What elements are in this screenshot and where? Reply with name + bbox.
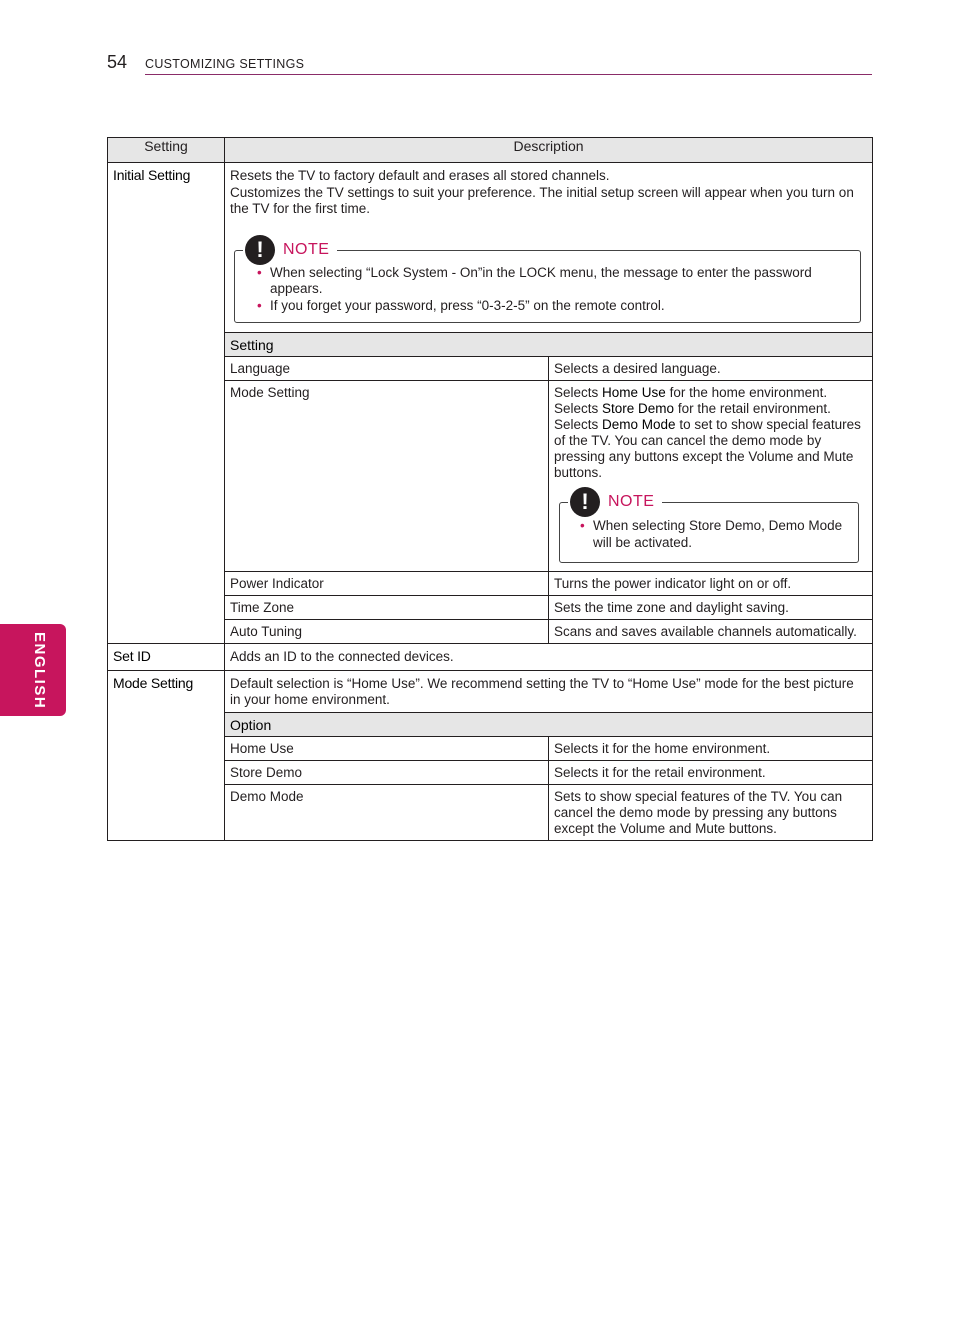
header-rule <box>145 74 872 75</box>
option-name: Mode Setting <box>225 381 549 572</box>
subtable-row <box>225 784 872 840</box>
subtable-row <box>225 620 872 644</box>
mode-setting-subtable <box>225 712 872 840</box>
subtable-row <box>225 357 872 381</box>
mode-line: Selects Store Demo for the retail environment. <box>554 401 831 416</box>
subtable-header: Setting <box>225 333 872 357</box>
option-name: Time Zone <box>225 596 549 620</box>
bullet-icon: • <box>257 264 262 280</box>
note-box <box>559 489 859 563</box>
table-header-row <box>108 138 873 163</box>
setting-name-set-id: Set ID <box>108 644 225 671</box>
table-row-set-id <box>108 644 873 671</box>
language-tab-label: ENGLISH <box>31 632 48 710</box>
emphasis: Home Use <box>602 385 666 400</box>
option-description: Selects it for the home environment. <box>549 736 873 760</box>
emphasis: Store Demo <box>602 401 675 416</box>
subtable-row <box>225 736 872 760</box>
option-description: Selects a desired language. <box>549 357 873 381</box>
emphasis: Demo Mode <box>602 417 676 432</box>
note-item <box>255 265 856 298</box>
language-side-tab <box>0 624 66 716</box>
option-name: Power Indicator <box>225 572 549 596</box>
setting-name-initial-setting: Initial Setting <box>108 163 225 644</box>
subtable-header-row <box>225 712 872 736</box>
note-heading <box>243 235 337 265</box>
description-text <box>225 163 872 222</box>
bullet-icon: • <box>257 297 262 313</box>
column-header-setting: Setting <box>108 138 225 163</box>
table-row-initial-setting <box>108 163 873 644</box>
subtable-row <box>225 381 872 572</box>
subtable-row <box>225 760 872 784</box>
description-text: Adds an ID to the connected devices. <box>230 649 454 664</box>
description-line: Resets the TV to factory default and erases all stored channels. <box>230 168 610 183</box>
option-description <box>549 381 873 572</box>
option-name: Store Demo <box>225 760 549 784</box>
option-description: Sets the time zone and daylight saving. <box>549 596 873 620</box>
option-description: Scans and saves available channels automatically. <box>549 620 873 644</box>
option-name: Language <box>225 357 549 381</box>
note-heading <box>568 487 662 517</box>
bullet-icon: • <box>580 518 585 533</box>
note-label: NOTE <box>608 493 655 510</box>
option-name: Demo Mode <box>225 784 549 840</box>
mode-line: Selects Demo Mode to set to show special features of the TV. You can cancel the demo mode by pressing any buttons except the Volume and Mute buttons. <box>554 417 861 480</box>
settings-table <box>107 137 873 841</box>
initial-setting-subtable <box>225 332 872 643</box>
description-text: Default selection is “Home Use”. We recommend setting the TV to “Home Use” mode for the best picture in your home environment. <box>230 675 854 707</box>
exclamation-icon: ! <box>245 235 275 265</box>
page-number: 54 <box>107 52 128 72</box>
option-name: Auto Tuning <box>225 620 549 644</box>
option-name: Home Use <box>225 736 549 760</box>
option-description: Sets to show special features of the TV. You can cancel the demo mode by pressing any buttons except the Volume and Mute buttons. <box>549 784 873 840</box>
subtable-header: Option <box>225 712 872 736</box>
note-label: NOTE <box>283 240 330 258</box>
note-item <box>578 518 854 551</box>
mode-line: Selects Home Use for the home environment. <box>554 385 828 400</box>
option-description: Turns the power indicator light on or off. <box>549 572 873 596</box>
note-item-text: If you forget your password, press “0-3-2-5” on the remote control. <box>270 297 665 313</box>
subtable-header-row <box>225 333 872 357</box>
note-item <box>255 298 856 315</box>
table-row-mode-setting <box>108 670 873 840</box>
option-description: Selects it for the retail environment. <box>549 760 873 784</box>
note-box <box>234 236 861 324</box>
note-item-text: When selecting “Lock System - On”in the LOCK menu, the message to enter the password appears. <box>270 264 812 296</box>
exclamation-icon: ! <box>570 487 600 517</box>
section-title: CUSTOMIZING SETTINGS <box>145 57 305 71</box>
description-set-id <box>225 644 873 671</box>
description-line: Customizes the TV settings to suit your preference. The initial setup screen will appear when you turn on the TV for the first time. <box>230 184 854 216</box>
description-initial-setting <box>225 163 873 644</box>
subtable-row <box>225 596 872 620</box>
subtable-row <box>225 572 872 596</box>
column-header-description: Description <box>225 138 873 163</box>
setting-name-mode-setting: Mode Setting <box>108 670 225 840</box>
description-mode-setting <box>225 670 873 840</box>
note-item-text: When selecting Store Demo, Demo Mode will be activated. <box>593 518 843 550</box>
page-header <box>107 52 872 76</box>
